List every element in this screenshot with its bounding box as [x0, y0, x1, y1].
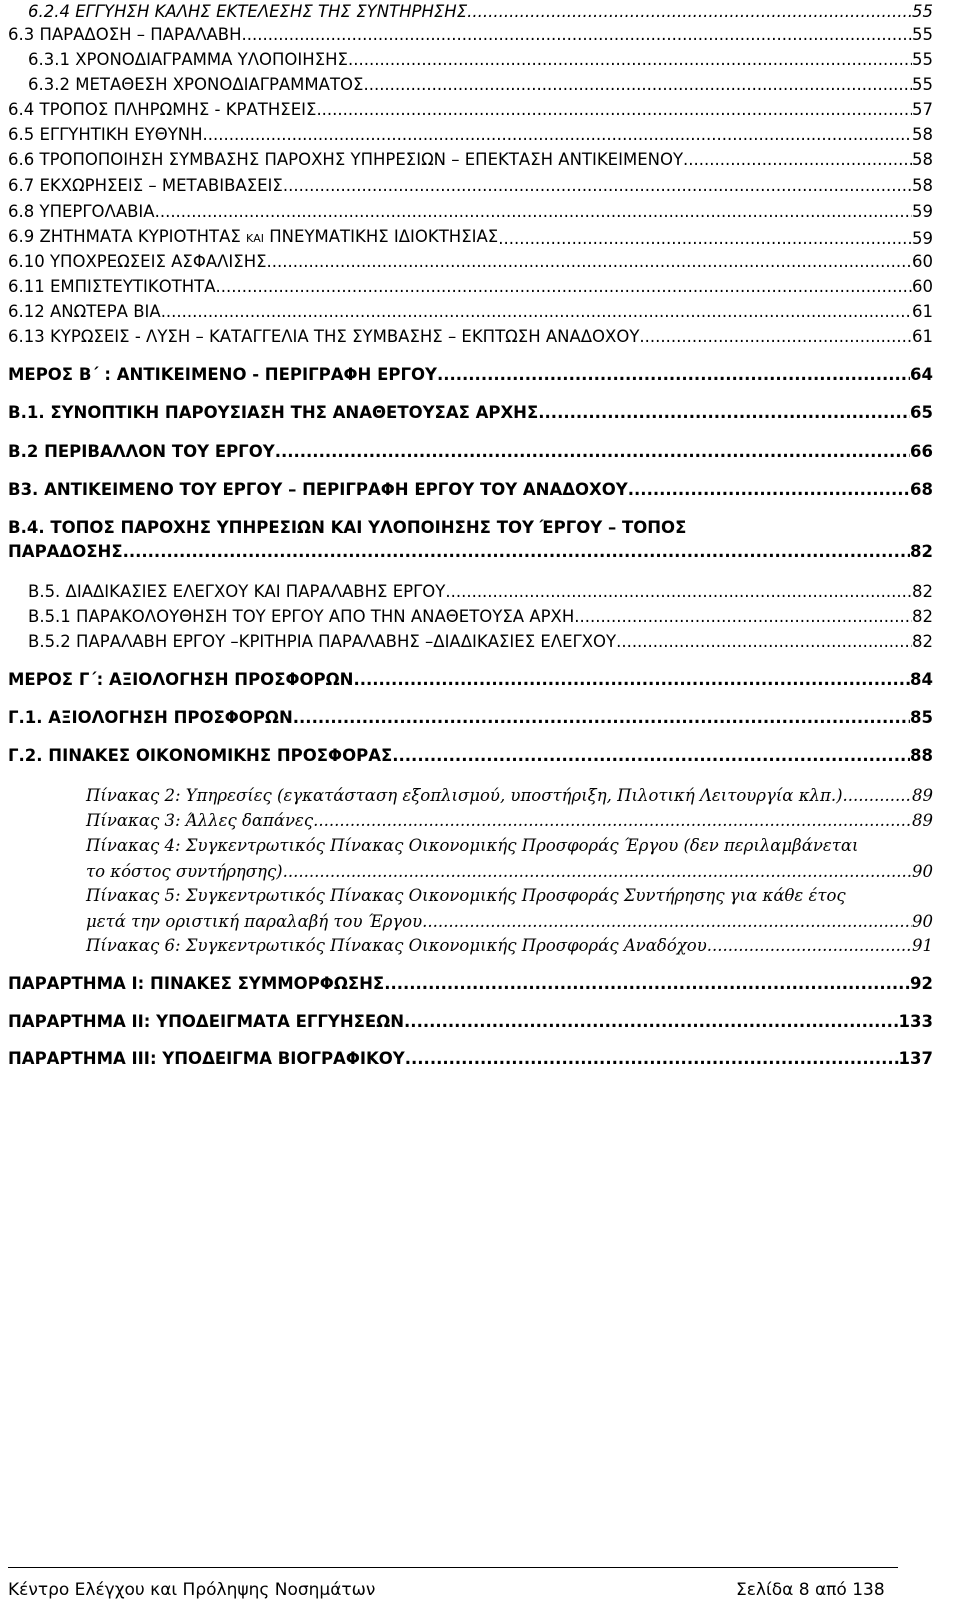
toc-leader	[467, 0, 912, 24]
toc-entry-title: Β.5. ΔΙΑΔΙΚΑΣΙΕΣ ΕΛΕΓΧΟΥ ΚΑΙ ΠΑΡΑΛΑΒΗΣ ΕΡΓΟΥ	[28, 582, 446, 601]
toc-leader	[712, 934, 912, 958]
toc-entry-page: 133	[898, 1012, 933, 1031]
toc-leader	[639, 325, 912, 349]
toc-entry-title: Γ.1. ΑΞΙΟΛΟΓΗΣΗ ΠΡΟΣΦΟΡΩΝ	[8, 708, 293, 727]
toc-entry-page: 61	[912, 327, 933, 346]
toc-entry-title: ΜΕΡΟΣ Γ΄: ΑΞΙΟΛΟΓΗΣΗ ΠΡΟΣΦΟΡΩΝ	[8, 670, 354, 689]
toc-entry[interactable]	[8, 401, 933, 425]
toc-entry[interactable]	[8, 123, 933, 147]
toc-entry[interactable]	[8, 706, 933, 730]
toc-entry[interactable]	[8, 440, 933, 464]
toc-leader	[353, 668, 910, 692]
toc-entry-page: 89	[912, 811, 933, 830]
toc-entry-title: 6.6 ΤΡΟΠΟΠΟΙΗΣΗ ΣΥΜΒΑΣΗΣ ΠΑΡΟΧΗΣ ΥΠΗΡΕΣΙΩΝ – ΕΠΕΚΤΑΣΗ ΑΝΤΙΚΕΙΜΕΝΟΥ	[8, 150, 684, 169]
toc-entry[interactable]	[8, 23, 933, 47]
toc-entry-title: 6.4 ΤΡΟΠΟΣ ΠΛΗΡΩΜΗΣ - ΚΡΑΤΗΣΕΙΣ	[8, 100, 317, 119]
toc-leader	[293, 706, 910, 730]
toc-entry[interactable]	[28, 73, 933, 97]
toc-entry-title: 6.10 ΥΠΟΧΡΕΩΣΕΙΣ ΑΣΦΑΛΙΣΗΣ	[8, 252, 267, 271]
toc-entry-title-line2: ΠΑΡΑΔΟΣΗΣ	[8, 542, 123, 561]
toc-entry-page: 61	[912, 302, 933, 321]
toc-leader	[288, 859, 912, 885]
toc-entry-title: 6.7 ΕΚΧΩΡΗΣΕΙΣ – ΜΕΤΑΒΙΒΑΣΕΙΣ	[8, 176, 283, 195]
toc-entry-title: Πίνακας 2: Υπηρεσίες (εγκατάσταση εξοπλισμού, υποστήριξη, Πιλοτική Λειτουργία κλπ.)	[86, 786, 843, 805]
toc-entry-page: 82	[912, 607, 933, 626]
toc-entry-title-line2: το κόστος συντήρησης).	[86, 862, 288, 881]
toc-entry-page: 90	[912, 862, 933, 881]
toc-entry[interactable]	[86, 784, 933, 808]
toc-entry-title: Πίνακας 3: Άλλες δαπάνες	[86, 811, 314, 830]
toc-entry[interactable]	[86, 934, 933, 958]
footer-divider	[8, 1567, 898, 1568]
toc-leader	[316, 98, 912, 122]
toc-entry-page: 82	[912, 632, 933, 651]
toc-entry[interactable]	[28, 605, 933, 629]
toc-entry[interactable]	[86, 809, 933, 833]
toc-entry-title-part: ΠΝΕΥΜΑΤΙΚΗΣ ΙΔΙΟΚΤΗΣΙΑΣ	[264, 227, 499, 246]
toc-entry-page: 137	[898, 1049, 933, 1068]
toc-leader	[392, 744, 910, 768]
toc-entry-page: 58	[912, 150, 933, 169]
toc-entry-page: 59	[912, 229, 933, 248]
toc-entry[interactable]	[8, 744, 933, 768]
toc-entry-page: 55	[912, 75, 933, 94]
toc-entry-page: 66	[910, 442, 933, 461]
toc-entry-title: Β3. ΑΝΤΙΚΕΙΜΕΝΟ ΤΟΥ ΕΡΓΟΥ – ΠΕΡΙΓΡΑΦΗ ΕΡΓΟΥ ΤΟΥ ΑΝΑΔΟΧΟΥ	[8, 480, 628, 499]
toc-entry-page: 60	[912, 252, 933, 271]
toc-entry-page: 65	[910, 403, 933, 422]
toc-entry-title: 6.12 ΑΝΩΤΕΡΑ ΒΙΑ	[8, 302, 161, 321]
toc-entry[interactable]	[28, 48, 933, 72]
toc-entry[interactable]	[8, 148, 933, 172]
toc-entry-title: 6.3.1 ΧΡΟΝΟΔΙΑΓΡΑΜΜΑ ΥΛΟΠΟΙΗΣΗΣ	[28, 50, 348, 69]
toc-leader	[155, 200, 912, 224]
toc-entry-page: 89	[912, 786, 933, 805]
toc-leader	[216, 275, 912, 299]
toc-entry-page: 59	[912, 202, 933, 221]
toc-entry-page: 55	[912, 25, 933, 44]
toc-entry-title: 6.5 ΕΓΓΥΗΤΙΚΗ ΕΥΘΥΝΗ	[8, 125, 203, 144]
toc-leader	[404, 1010, 899, 1034]
toc-entry[interactable]	[8, 478, 933, 502]
toc-entry[interactable]	[8, 516, 933, 564]
toc-leader	[843, 784, 912, 808]
toc-entry[interactable]	[8, 225, 933, 251]
toc-entry-page: 55	[912, 50, 933, 69]
footer-page-number: Σελίδα 8 από 138	[736, 1580, 885, 1600]
toc-entry-page: 82	[910, 542, 933, 561]
toc-leader	[275, 440, 910, 464]
toc-entry-title: ΠΑΡΑΡΤΗΜΑ Ι: ΠΙΝΑΚΕΣ ΣΥΜΜΟΡΦΩΣΗΣ	[8, 974, 385, 993]
toc-leader	[683, 148, 912, 172]
toc-leader	[616, 630, 912, 654]
toc-entry-title: ΜΕΡΟΣ Β΄ : ΑΝΤΙΚΕΙΜΕΝΟ - ΠΕΡΙΓΡΑΦΗ ΕΡΓΟΥ	[8, 365, 437, 384]
toc-leader	[348, 48, 912, 72]
toc-entry-title-small-caps: ΚΑΙ	[246, 232, 265, 245]
toc-leader	[123, 540, 910, 564]
toc-entry[interactable]	[8, 174, 933, 198]
toc-entry-page: 88	[910, 746, 933, 765]
toc-leader	[283, 174, 912, 198]
toc-entry-page: 64	[910, 365, 933, 384]
toc-leader	[628, 478, 910, 502]
toc-entry[interactable]	[8, 668, 933, 692]
toc-entry-title-line1: Β.4. ΤΟΠΟΣ ΠΑΡΟΧΗΣ ΥΠΗΡΕΣΙΩΝ ΚΑΙ ΥΛΟΠΟΙΗΣΗΣ ΤΟΥ ΈΡΓΟΥ – ΤΟΠΟΣ	[8, 518, 687, 537]
toc-leader	[242, 23, 913, 47]
toc-entry-title: 6.3 ΠΑΡΑΔΟΣΗ – ΠΑΡΑΛΑΒΗ	[8, 25, 242, 44]
toc-entry-title: 6.2.4 ΕΓΓΥΗΣΗ ΚΑΛΗΣ ΕΚΤΕΛΕΣΗΣ ΤΗΣ ΣΥΝΤΗΡΗΣΗΣ	[28, 2, 468, 21]
toc-entry[interactable]	[8, 972, 933, 996]
toc-entry-title-line2: μετά την οριστική παραλαβή του Έργου.	[86, 912, 428, 931]
toc-entry[interactable]	[8, 1047, 933, 1071]
toc-entry-page: 84	[910, 670, 933, 689]
toc-entry-page: 91	[912, 936, 933, 955]
toc-entry-page: 57	[912, 100, 933, 119]
toc-entry-title: 6.11 ΕΜΠΙΣΤΕΥΤΙΚΟΤΗΤΑ	[8, 277, 216, 296]
toc-entry-title: 6.8 ΥΠΕΡΓΟΛΑΒΙΑ	[8, 202, 155, 221]
toc-entry[interactable]	[86, 833, 933, 885]
toc-entry[interactable]	[28, 580, 933, 604]
toc-entry-title: 6.13 ΚΥΡΩΣΕΙΣ - ΛΥΣΗ – ΚΑΤΑΓΓΕΛΙΑ ΤΗΣ ΣΥΜΒΑΣΗΣ – ΕΚΠΤΩΣΗ ΑΝΑΔΟΧΟΥ	[8, 327, 640, 346]
toc-leader	[363, 73, 912, 97]
toc-entry-title: ΠΑΡΑΡΤΗΜΑ ΙΙ: ΥΠΟΔΕΙΓΜΑΤΑ ΕΓΓΥΗΣΕΩΝ	[8, 1012, 405, 1031]
toc-leader	[161, 300, 912, 324]
toc-entry-page: 85	[910, 708, 933, 727]
toc-entry[interactable]	[8, 300, 933, 324]
toc-entry-title: Πίνακας 6: Συγκεντρωτικός Πίνακας Οικονομικής Προσφοράς Αναδόχου.	[86, 936, 713, 955]
toc-entry-page: 68	[910, 480, 933, 499]
toc-entry-title: 6.3.2 ΜΕΤΑΘΕΣΗ ΧΡΟΝΟΔΙΑΓΡΑΜΜΑΤΟΣ	[28, 75, 364, 94]
toc-entry-page: 58	[912, 125, 933, 144]
toc-entry-title: ΠΑΡΑΡΤΗΜΑ ΙΙΙ: ΥΠΟΔΕΙΓΜΑ ΒΙΟΓΡΑΦΙΚΟΥ	[8, 1049, 405, 1068]
toc-entry-page: 58	[912, 176, 933, 195]
toc-leader	[427, 909, 912, 935]
toc-entry[interactable]	[28, 630, 933, 654]
toc-entry[interactable]	[8, 200, 933, 224]
toc-entry-title	[8, 225, 498, 251]
toc-entry[interactable]	[8, 363, 933, 387]
toc-entry[interactable]	[8, 98, 933, 122]
toc-entry[interactable]	[8, 325, 933, 349]
toc-leader	[203, 123, 912, 147]
toc-entry-page: 82	[912, 582, 933, 601]
toc-entry-title: Β.2 ΠΕΡΙΒΑΛΛΟΝ ΤΟΥ ΕΡΓΟΥ	[8, 442, 275, 461]
toc-entry-page: 92	[910, 974, 933, 993]
toc-entry-title-line1: Πίνακας 5: Συγκεντρωτικός Πίνακας Οικονομικής Προσφοράς Συντήρησης για κάθε έτος	[86, 886, 846, 905]
toc-entry[interactable]	[28, 0, 933, 24]
toc-leader	[267, 250, 912, 274]
toc-leader	[384, 972, 910, 996]
toc-entry-title: Β.5.1 ΠΑΡΑΚΟΛΟΥΘΗΣΗ ΤΟΥ ΕΡΓΟΥ ΑΠΟ ΤΗΝ ΑΝΑΘΕΤΟΥΣΑ ΑΡΧΗ	[28, 607, 575, 626]
toc-entry[interactable]	[86, 883, 933, 935]
footer-organization: Κέντρο Ελέγχου και Πρόληψης Νοσημάτων	[8, 1580, 376, 1600]
toc-leader	[574, 605, 912, 629]
toc-leader	[405, 1047, 899, 1071]
toc-entry-page: 60	[912, 277, 933, 296]
toc-entry-title-line1: Πίνακας 4: Συγκεντρωτικός Πίνακας Οικονομικής Προσφοράς Έργου (δεν περιλαμβάνεται	[86, 836, 859, 855]
toc-leader	[313, 809, 912, 833]
toc-entry[interactable]	[8, 1010, 933, 1034]
toc-entry-title: Β.1. ΣΥΝΟΠΤΙΚΗ ΠΑΡΟΥΣΙΑΣΗ ΤΗΣ ΑΝΑΘΕΤΟΥΣΑΣ ΑΡΧΗΣ	[8, 403, 539, 422]
toc-leader	[445, 580, 912, 604]
toc-entry-page: 90	[912, 912, 933, 931]
toc-entry-title-part: 6.9 ΖΗΤΗΜΑΤΑ ΚΥΡΙΟΤΗΤΑΣ	[8, 227, 247, 246]
toc-entry[interactable]	[8, 275, 933, 299]
toc-leader	[538, 401, 910, 425]
toc-entry-title: Β.5.2 ΠΑΡΑΛΑΒΗ ΕΡΓΟΥ –ΚΡΙΤΗΡΙΑ ΠΑΡΑΛΑΒΗΣ –ΔΙΑΔΙΚΑΣΙΕΣ ΕΛΕΓΧΟΥ	[28, 632, 617, 651]
toc-entry-page: 55	[912, 2, 933, 21]
toc-leader	[437, 363, 910, 387]
toc-leader	[498, 227, 912, 251]
toc-entry[interactable]	[8, 250, 933, 274]
toc-entry-title: Γ.2. ΠΙΝΑΚΕΣ ΟΙΚΟΝΟΜΙΚΗΣ ΠΡΟΣΦΟΡΑΣ	[8, 746, 393, 765]
